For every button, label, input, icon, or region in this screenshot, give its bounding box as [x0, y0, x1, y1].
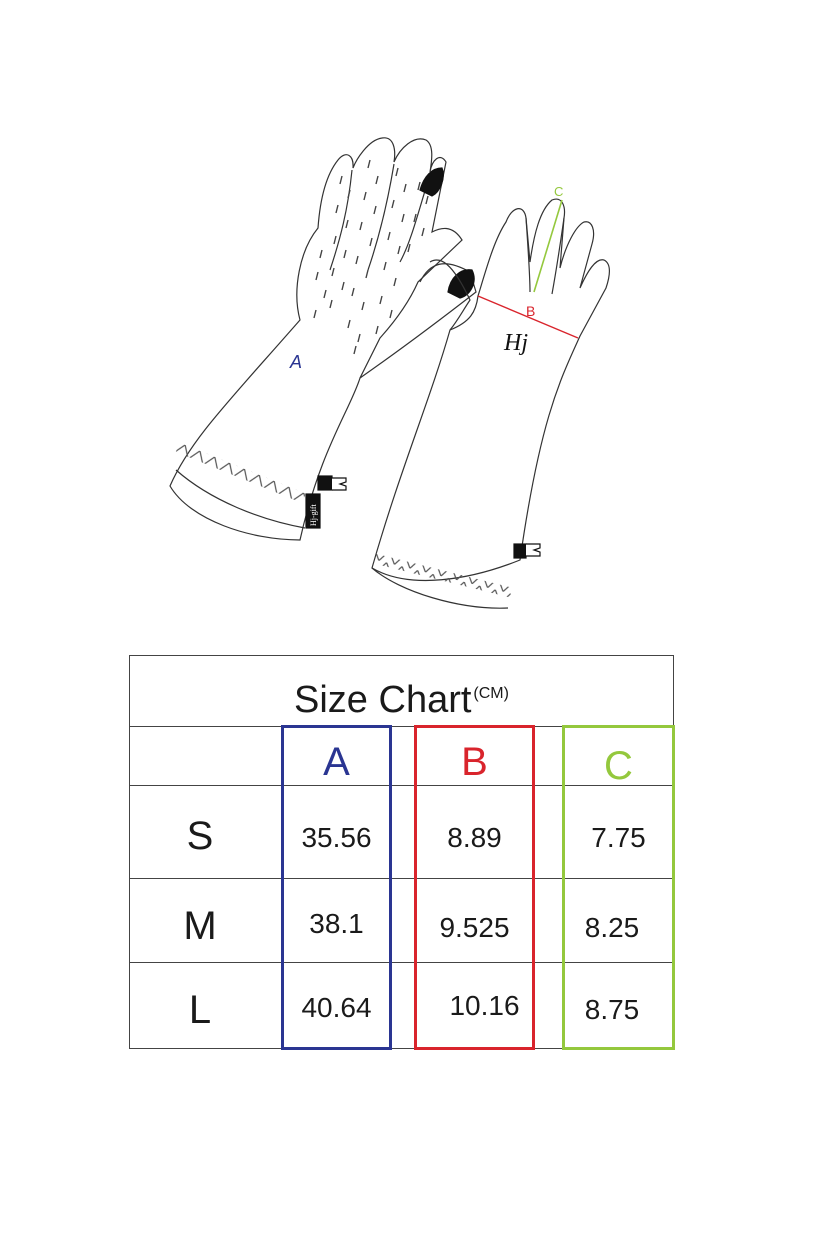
- value-l-c: 8.75: [584, 994, 640, 1025]
- value-m-b: 9.525: [439, 912, 510, 943]
- chart-title-text: Size Chart: [294, 679, 472, 721]
- size-label-s: S: [186, 814, 214, 858]
- right-glove-drawing: [372, 199, 610, 608]
- value-m-c: 8.25: [584, 912, 640, 943]
- size-label-m: M: [183, 904, 217, 948]
- measure-line-c: [534, 200, 562, 292]
- value-s-b: 8.89: [447, 822, 502, 853]
- column-header-a: A: [323, 740, 350, 784]
- value-m-a: 38.1: [309, 908, 364, 939]
- value-l-a: 40.64: [301, 992, 372, 1023]
- column-header-c: C: [604, 744, 633, 788]
- glove-label-a: A: [290, 352, 303, 372]
- glove-label-c: C: [554, 184, 564, 199]
- glove-label-b: B: [526, 303, 536, 319]
- chart-unit-text: (CM): [473, 685, 509, 702]
- brand-mark: Hj: [504, 330, 528, 356]
- size-label-l: L: [188, 988, 212, 1032]
- value-l-b: 10.16: [449, 990, 520, 1021]
- size-chart-title: [130, 656, 673, 726]
- glove-tag-text: Hj-gift: [309, 504, 318, 526]
- value-s-c: 7.75: [591, 822, 646, 853]
- left-glove-drawing: [170, 138, 476, 540]
- size-chart-table: [129, 655, 674, 1049]
- value-s-a: 35.56: [301, 822, 372, 853]
- column-header-b: B: [461, 740, 488, 784]
